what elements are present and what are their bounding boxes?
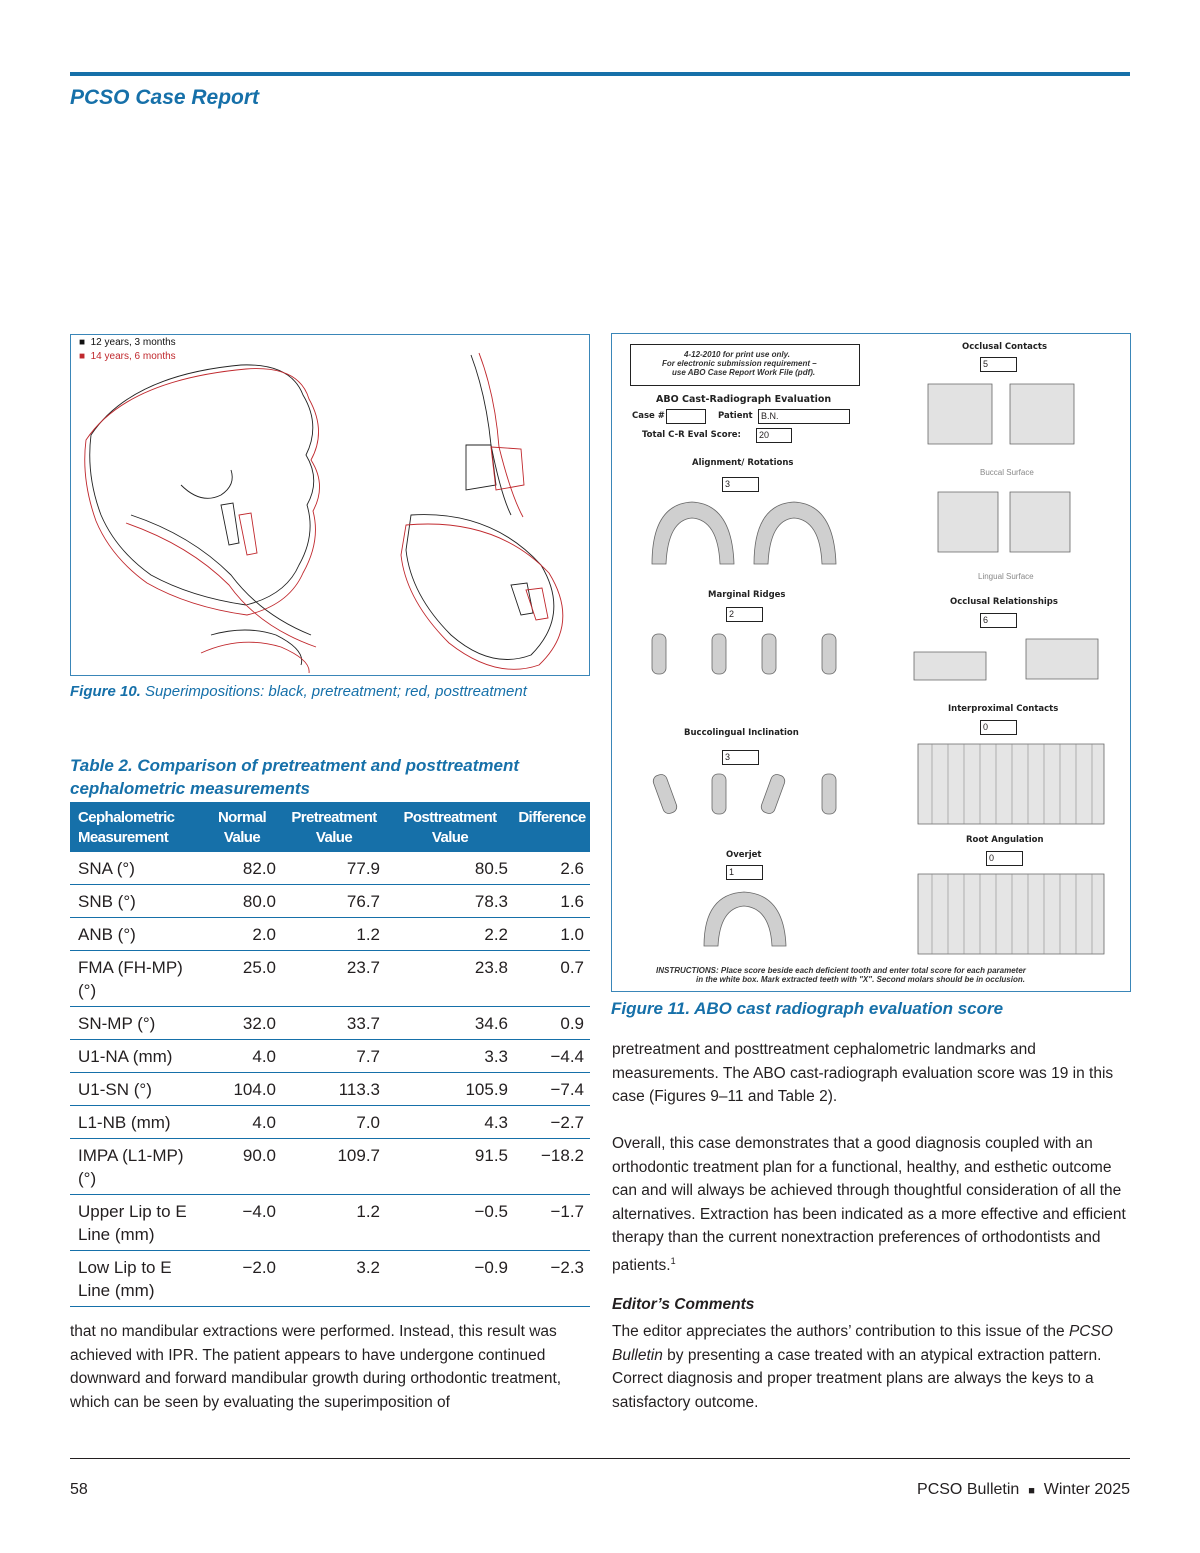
value-cell: 4.0 bbox=[202, 1040, 282, 1073]
occlusal-relationships-label: Occlusal Relationships bbox=[950, 597, 1058, 607]
value-cell: 7.0 bbox=[282, 1106, 386, 1139]
value-cell: 7.7 bbox=[282, 1040, 386, 1073]
notice-line: 4-12-2010 for print use only. bbox=[684, 350, 790, 359]
value-cell: 82.0 bbox=[202, 852, 282, 885]
measurement-name-cell: U1-SN (°) bbox=[70, 1073, 202, 1106]
value-cell: −0.5 bbox=[386, 1195, 514, 1251]
column-header: Posttreatment Value bbox=[386, 802, 514, 852]
measurement-name-cell: SNB (°) bbox=[70, 885, 202, 918]
root-angulation-label: Root Angulation bbox=[966, 835, 1044, 845]
instructions-line: INSTRUCTIONS: Place score beside each deficient tooth and enter total score for each parameter bbox=[656, 966, 1026, 975]
value-cell: 80.0 bbox=[202, 885, 282, 918]
occlusal-contacts-field: 5 bbox=[980, 357, 1017, 372]
measurement-name-cell: L1-NB (mm) bbox=[70, 1106, 202, 1139]
table-row bbox=[70, 1251, 590, 1307]
total-score-field: 20 bbox=[756, 428, 792, 443]
form-title: ABO Cast-Radiograph Evaluation bbox=[656, 394, 832, 405]
value-cell: −2.3 bbox=[514, 1251, 590, 1307]
alignment-label: Alignment/ Rotations bbox=[692, 458, 794, 468]
value-cell: 33.7 bbox=[282, 1007, 386, 1040]
value-cell: 0.9 bbox=[514, 1007, 590, 1040]
footer-rule bbox=[70, 1458, 1130, 1459]
table-row bbox=[70, 1040, 590, 1073]
header-rule bbox=[70, 72, 1130, 76]
value-cell: 91.5 bbox=[386, 1139, 514, 1195]
body-paragraph-right-2: Overall, this case demonstrates that a good diagnosis coupled with an orthodontic treatment plan for a functional, healthy, and esthetic outcome can and will always be achieved through thoughtful consideration of all the alternatives. Extraction has been indicated as a more effective and efficient therapy than the current nonextraction preferences of orthodontists and patients.$^1$ bbox=[612, 1135, 1126, 1274]
table-row bbox=[70, 852, 590, 885]
marginal-ridges-field: 2 bbox=[726, 607, 763, 622]
notice-line: use ABO Case Report Work File (pdf). bbox=[672, 368, 816, 377]
root-angulation-field: 0 bbox=[986, 851, 1023, 866]
table-row bbox=[70, 1195, 590, 1251]
interproximal-label: Interproximal Contacts bbox=[948, 704, 1059, 714]
figure-10-superimposition bbox=[70, 334, 590, 676]
occlusal-contacts-label: Occlusal Contacts bbox=[962, 342, 1048, 352]
figure-11-caption: Figure 11. ABO cast radiograph evaluation score bbox=[611, 999, 1004, 1018]
value-cell: 77.9 bbox=[282, 852, 386, 885]
measurement-name-cell: Upper Lip to E Line (mm) bbox=[70, 1195, 202, 1251]
table-row bbox=[70, 1139, 590, 1195]
table-row bbox=[70, 918, 590, 951]
overjet-label: Overjet bbox=[726, 850, 762, 860]
measurement-name-cell: Low Lip to E Line (mm) bbox=[70, 1251, 202, 1307]
body-paragraph-right-1: pretreatment and posttreatment cephalometric landmarks and measurements. The ABO cast-radiograph evaluation score was 19 in this case (Figures 9–11 and Table 2). bbox=[612, 1041, 1114, 1105]
value-cell: 34.6 bbox=[386, 1007, 514, 1040]
column-header: Difference bbox=[514, 802, 590, 852]
table-row bbox=[70, 1073, 590, 1106]
table-row bbox=[70, 951, 590, 1007]
cephalometric-table bbox=[70, 802, 590, 1307]
value-cell: 0.7 bbox=[514, 951, 590, 1007]
value-cell: −4.0 bbox=[202, 1195, 282, 1251]
table-row bbox=[70, 885, 590, 918]
column-header: Pretreatment Value bbox=[282, 802, 386, 852]
buccal-surface-label: Buccal Surface bbox=[980, 468, 1034, 477]
table-2-title: Table 2. Comparison of pretreatment and posttreatment cephalometric measurements bbox=[70, 756, 519, 798]
footer-publication: PCSO Bulletin ■ Winter 2025 bbox=[917, 1481, 1130, 1498]
editor-comments-heading: Editor’s Comments bbox=[612, 1296, 755, 1313]
value-cell: 23.7 bbox=[282, 951, 386, 1007]
value-cell: −2.0 bbox=[202, 1251, 282, 1307]
page-header-title: PCSO Case Report bbox=[70, 86, 260, 109]
interproximal-field: 0 bbox=[980, 720, 1017, 735]
value-cell: 2.0 bbox=[202, 918, 282, 951]
value-cell: 1.2 bbox=[282, 918, 386, 951]
alignment-field: 3 bbox=[722, 477, 759, 492]
value-cell: 113.3 bbox=[282, 1073, 386, 1106]
page-number: 58 bbox=[70, 1481, 88, 1498]
value-cell: −1.7 bbox=[514, 1195, 590, 1251]
value-cell: 80.5 bbox=[386, 852, 514, 885]
patient-label: Patient bbox=[718, 411, 753, 421]
total-score-label: Total C-R Eval Score: bbox=[642, 430, 741, 440]
case-label: Case # bbox=[632, 411, 665, 421]
figure-11-abo-form bbox=[611, 333, 1131, 992]
occlusal-relationships-field: 6 bbox=[980, 613, 1017, 628]
value-cell: 1.6 bbox=[514, 885, 590, 918]
value-cell: 3.3 bbox=[386, 1040, 514, 1073]
patient-field: B.N. bbox=[758, 409, 850, 424]
notice-line: For electronic submission requirement – bbox=[662, 359, 817, 368]
value-cell: 32.0 bbox=[202, 1007, 282, 1040]
case-field bbox=[666, 409, 706, 424]
measurement-name-cell: ANB (°) bbox=[70, 918, 202, 951]
instructions-line: in the white box. Mark extracted teeth with "X". Second molars should be in occlusion. bbox=[696, 975, 1025, 984]
reference-superscript: 1 bbox=[670, 1255, 676, 1266]
value-cell: 2.2 bbox=[386, 918, 514, 951]
value-cell: 3.2 bbox=[282, 1251, 386, 1307]
measurement-name-cell: U1-NA (mm) bbox=[70, 1040, 202, 1073]
column-header: Cephalometric Measurement bbox=[70, 802, 202, 852]
lingual-surface-label: Lingual Surface bbox=[978, 572, 1034, 581]
value-cell: 1.2 bbox=[282, 1195, 386, 1251]
table-header-row bbox=[70, 802, 590, 852]
table-row bbox=[70, 1007, 590, 1040]
measurement-name-cell: SNA (°) bbox=[70, 852, 202, 885]
value-cell: −7.4 bbox=[514, 1073, 590, 1106]
measurement-name-cell: IMPA (L1-MP) (°) bbox=[70, 1139, 202, 1195]
value-cell: −0.9 bbox=[386, 1251, 514, 1307]
editor-comments-text: The editor appreciates the authors’ contribution to this issue of the PCSO Bulletin by presenting a case treated with an atypical extraction pattern. Correct diagnosis and proper treatment plans are always the keys to a satisfactory outcome. bbox=[612, 1323, 1113, 1411]
overjet-field: 1 bbox=[726, 865, 763, 880]
value-cell: −4.4 bbox=[514, 1040, 590, 1073]
value-cell: 4.0 bbox=[202, 1106, 282, 1139]
superimposition-drawing bbox=[71, 335, 588, 674]
value-cell: 23.8 bbox=[386, 951, 514, 1007]
value-cell: 1.0 bbox=[514, 918, 590, 951]
measurement-name-cell: FMA (FH-MP) (°) bbox=[70, 951, 202, 1007]
value-cell: 90.0 bbox=[202, 1139, 282, 1195]
value-cell: 25.0 bbox=[202, 951, 282, 1007]
value-cell: 4.3 bbox=[386, 1106, 514, 1139]
value-cell: −2.7 bbox=[514, 1106, 590, 1139]
value-cell: 78.3 bbox=[386, 885, 514, 918]
column-header: Normal Value bbox=[202, 802, 282, 852]
value-cell: −18.2 bbox=[514, 1139, 590, 1195]
marginal-ridges-label: Marginal Ridges bbox=[708, 590, 786, 600]
body-paragraph-left: that no mandibular extractions were performed. Instead, this result was achieved with IPR. The patient appears to have undergone continued downward and forward mandibular growth during orthodontic treatment, which can be seen by evaluating the superimposition of bbox=[70, 1323, 562, 1411]
value-cell: 2.6 bbox=[514, 852, 590, 885]
value-cell: 109.7 bbox=[282, 1139, 386, 1195]
buccolingual-field: 3 bbox=[722, 750, 759, 765]
value-cell: 104.0 bbox=[202, 1073, 282, 1106]
figure-10-caption: Figure 10. Superimpositions: black, pretreatment; red, posttreatment bbox=[70, 683, 527, 700]
buccolingual-label: Buccolingual Inclination bbox=[684, 728, 799, 738]
table-row bbox=[70, 1106, 590, 1139]
value-cell: 105.9 bbox=[386, 1073, 514, 1106]
legend-item-posttreatment: ■ 14 years, 6 months bbox=[79, 351, 176, 362]
legend-item-pretreatment: ■ 12 years, 3 months bbox=[79, 337, 176, 348]
value-cell: 76.7 bbox=[282, 885, 386, 918]
measurement-name-cell: SN-MP (°) bbox=[70, 1007, 202, 1040]
